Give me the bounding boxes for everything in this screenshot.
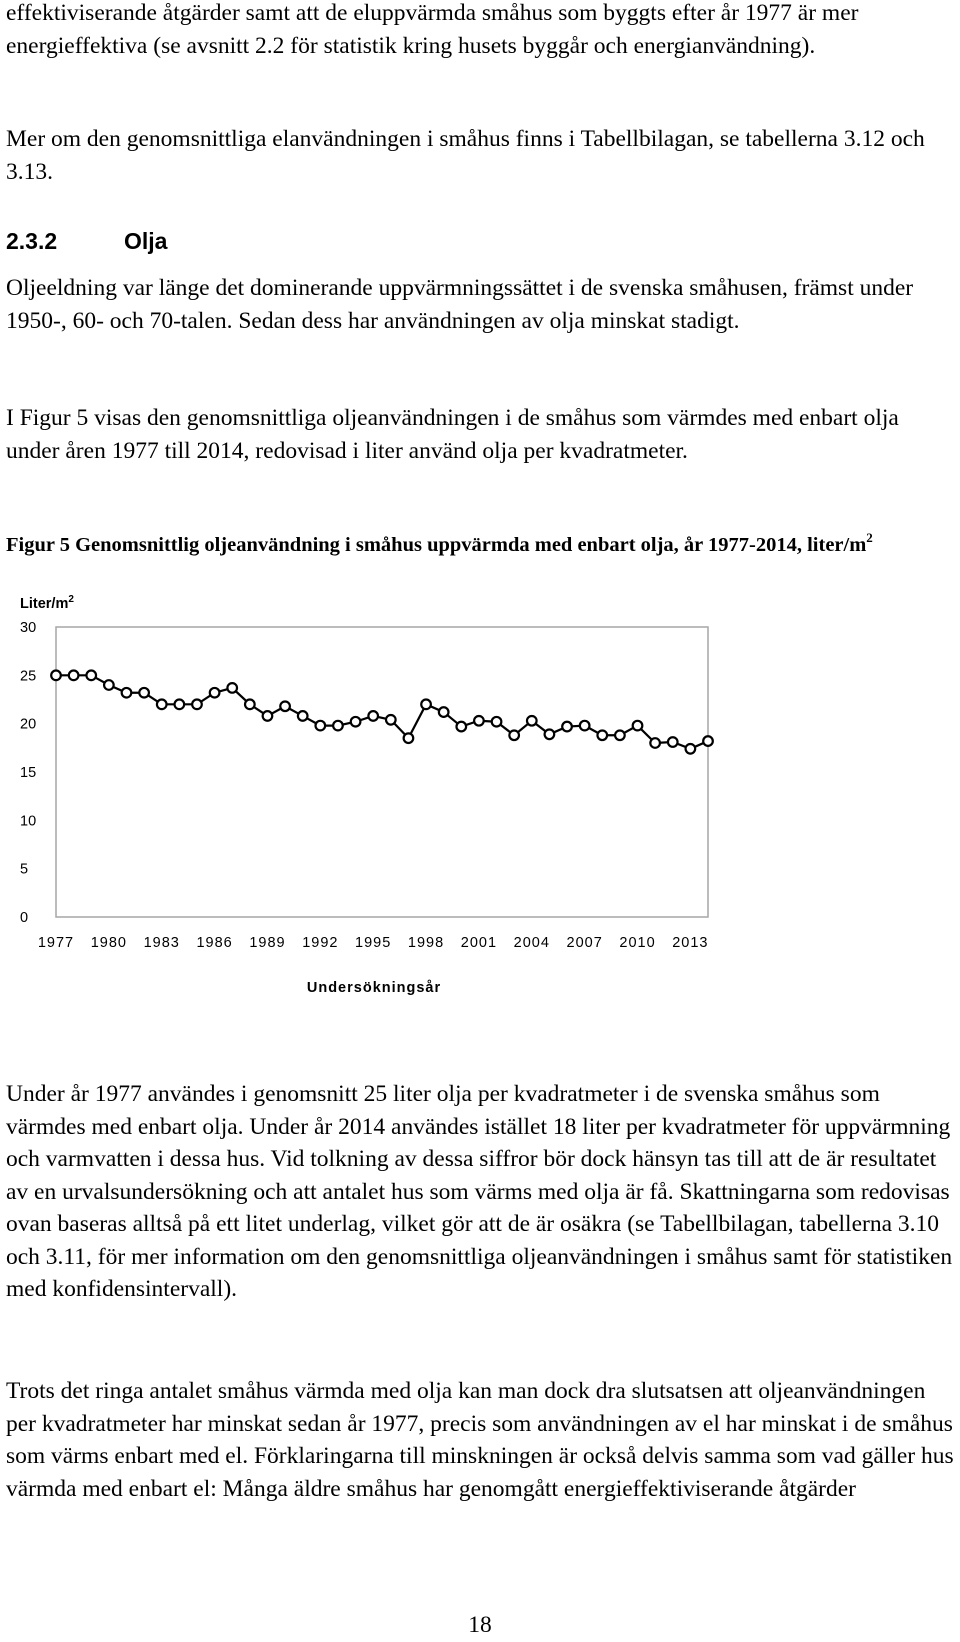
data-point <box>492 717 502 727</box>
data-point <box>104 680 114 690</box>
section-number: 2.3.2 <box>6 228 58 254</box>
data-point <box>263 711 273 721</box>
data-point <box>122 688 132 698</box>
y-tick-label: 25 <box>20 668 37 685</box>
data-point <box>421 700 431 710</box>
x-tick-label: 1995 <box>355 935 392 951</box>
x-tick-label: 1992 <box>302 935 339 951</box>
data-point <box>351 717 361 727</box>
x-tick-label: 1977 <box>37 935 75 951</box>
x-tick-label: 2010 <box>619 935 656 951</box>
figure-caption-superscript: 2 <box>866 530 873 545</box>
page-number: 18 <box>468 1612 492 1638</box>
data-point <box>615 730 625 740</box>
data-point <box>545 730 555 740</box>
data-point <box>69 671 79 681</box>
figure-caption <box>6 530 954 561</box>
el-reference-paragraph: Mer om den genomsnittliga elanvändningen i småhus finns i Tabellbilagan, se tabellerna 3.12 och 3.13. <box>6 126 925 185</box>
data-point <box>51 671 61 681</box>
data-point <box>633 721 643 731</box>
conclusion-paragraph: Trots det ringa antalet småhus värmda med olja kan man dock dra slutsatsen att oljeanvändningen per kvadratmeter har minskat sedan år 1977, precis som användningen av el har minskat i de småhus som värms enbart med el. Förklaringarna till minskningen är också delvis samma som vad gäller hus värmda med enbart el: Många äldre småhus har genomgått energieffektiviserande åtgärder <box>6 1378 954 1502</box>
data-point <box>280 701 290 711</box>
results-paragraph: Under år 1977 användes i genomsnitt 25 liter olja per kvadratmeter i de svenska småhus som värmdes med enbart olja. Under år 2014 användes istället 18 liter per kvadratmeter för uppvärmning och varmvatten i dessa hus. Vid tolkning av dessa siffror bör dock hänsyn tas till att de är resultatet av en urvalsundersökning och att antalet hus som värms med olja är få. Skattningarna som redovisas ovan baseras alltså på ett litet underlag, vilket gör att de är osäkra (se Tabellbilagan, tabellerna 3.10 och 3.11, för mer information om den genomsnittliga oljeanvändningen i småhus samt för statistiken med konfidensintervall). <box>6 1081 953 1302</box>
y-axis-label-text: Liter/m <box>20 596 69 612</box>
data-point <box>650 738 660 748</box>
data-point <box>703 736 713 746</box>
data-point <box>86 671 96 681</box>
y-tick-label: 5 <box>20 861 29 878</box>
data-point <box>298 711 308 721</box>
data-point <box>157 700 167 710</box>
data-point <box>597 730 607 740</box>
data-point <box>527 716 537 726</box>
y-axis-label <box>20 594 74 612</box>
olja-paragraph-1: Oljeeldning var länge det dominerande uppvärmningssättet i de svenska småhusen, främst under 1950-, 60- och 70-talen. Sedan dess har användningen av olja minskat stadigt. <box>6 275 914 334</box>
data-point <box>368 711 378 721</box>
intro-paragraph: effektiviserande åtgärder samt att de eluppvärmda småhus som byggts efter år 1977 är mer energieffektiva (se avsnitt 2.2 för statistik kring husets byggår och energianvändning). <box>6 0 859 59</box>
data-point <box>227 683 237 693</box>
data-point <box>668 737 678 747</box>
section-title: Olja <box>124 228 168 254</box>
data-point <box>439 707 449 717</box>
data-point <box>686 744 696 754</box>
data-point <box>192 700 202 710</box>
section-heading <box>6 225 167 258</box>
y-tick-label: 20 <box>20 716 37 733</box>
data-point <box>509 730 519 740</box>
data-point <box>333 721 343 731</box>
plot-frame <box>56 627 708 917</box>
data-point <box>386 715 396 725</box>
x-tick-label: 1983 <box>143 935 180 951</box>
data-point <box>210 688 220 698</box>
oil-usage-line-chart <box>6 594 956 1040</box>
figure-caption-text: Figur 5 Genomsnittlig oljeanvändning i småhus uppvärmda med enbart olja, år 1977-2014, liter/m <box>6 534 867 556</box>
y-tick-label: 10 <box>20 813 37 830</box>
x-tick-label: 2001 <box>460 935 498 951</box>
data-point <box>316 721 326 731</box>
data-point <box>474 716 484 726</box>
x-tick-label: 1989 <box>249 935 286 951</box>
data-point <box>175 700 185 710</box>
y-axis-label-superscript: 2 <box>68 594 74 605</box>
y-tick-label: 30 <box>20 620 37 636</box>
x-tick-label: 2004 <box>513 935 550 951</box>
y-tick-label: 15 <box>20 765 37 781</box>
data-point <box>404 733 414 743</box>
data-point <box>562 722 572 732</box>
x-tick-label: 1980 <box>90 935 127 951</box>
x-tick-label: 2007 <box>566 935 603 951</box>
x-tick-label: 1986 <box>196 935 233 951</box>
x-axis-label: Undersökningsår <box>306 980 442 996</box>
data-point <box>580 721 590 731</box>
x-tick-label: 2013 <box>672 935 709 951</box>
data-point <box>139 688 149 698</box>
x-tick-label: 1998 <box>407 935 445 951</box>
y-tick-label: 0 <box>20 910 29 926</box>
series-line <box>56 675 708 748</box>
data-point <box>456 722 466 732</box>
data-point <box>245 700 255 710</box>
olja-paragraph-2: I Figur 5 visas den genomsnittliga oljeanvändningen i de småhus som värmdes med enbart olja under åren 1977 till 2014, redovisad i liter använd olja per kvadratmeter. <box>6 405 899 464</box>
